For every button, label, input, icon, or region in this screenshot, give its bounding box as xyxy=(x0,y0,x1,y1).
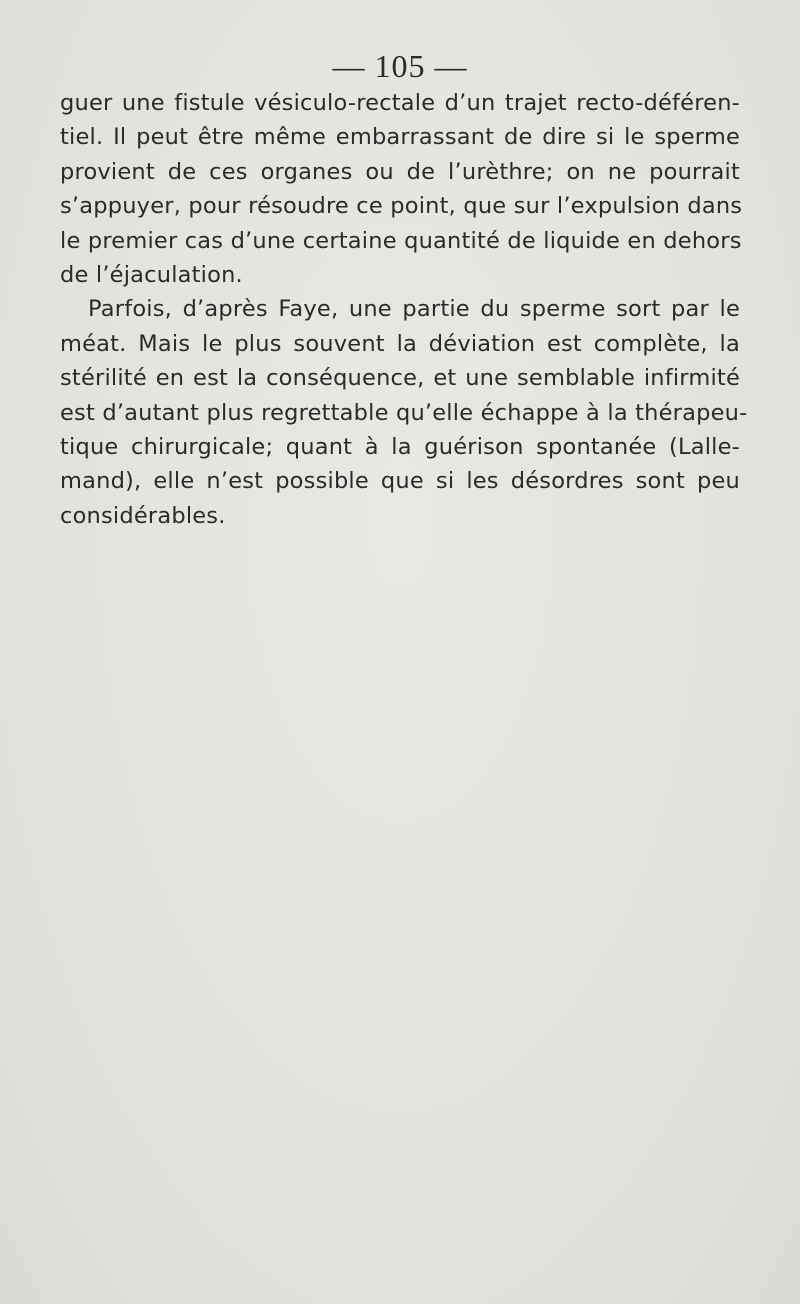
text-line-8: méat. Mais le plus souvent la déviation est complète, la xyxy=(60,330,740,357)
text-line-3: provient de ces organes ou de l’urèthre; on ne pourrait xyxy=(60,158,740,185)
page-number: — 105 — xyxy=(332,48,468,84)
text-line-9: stérilité en est la conséquence, et une semblable infirmité xyxy=(60,365,740,392)
text-line-2: tiel. Il peut être même embarrassant de dire si le sperme xyxy=(60,124,740,151)
text-line-11: tique chirurgicale; quant à la guérison spontanée (Lalle- xyxy=(60,433,740,460)
text-line-7: Parfois, d’après Faye, une partie du sperme sort par le xyxy=(88,296,740,323)
text-line-5: le premier cas d’une certaine quantité de liquide en dehors xyxy=(60,227,742,254)
text-line-10: est d’autant plus regrettable qu’elle échappe à la thérapeu- xyxy=(60,399,748,426)
text-line-1: guer une fistule vésiculo-rectale d’un trajet recto-déféren- xyxy=(60,90,740,116)
text-line-4: s’appuyer, pour résoudre ce point, que sur l’expulsion dans xyxy=(60,193,743,220)
body-text xyxy=(60,86,748,533)
text-line-12: mand), elle n’est possible que si les désordres sont peu xyxy=(60,468,740,495)
text-line-6: de l’éjaculation. xyxy=(60,261,243,288)
text-line-13: considérables. xyxy=(60,502,226,529)
